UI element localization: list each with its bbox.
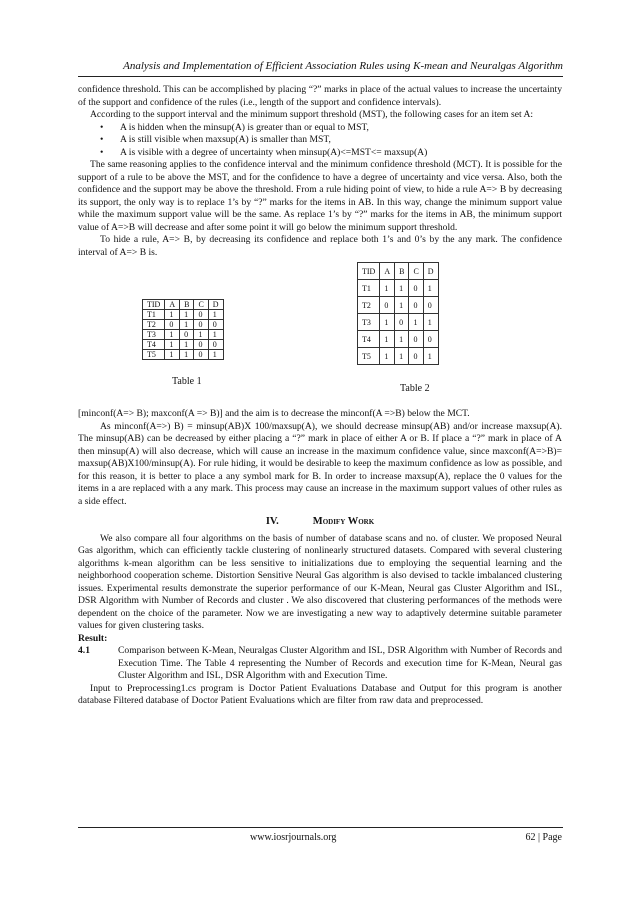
table-row	[358, 280, 439, 297]
paragraph: The same reasoning applies to the confidence interval and the minimum confidence threshold (MCT). It is possible for the support of a rule to be above the MST, and for the confidence to have a degree of uncertainty and vice versa. Also, both the confidence and the support may be above the threshold. From a rule hiding point of view, to hide a rule A=> B by decreasing its support, the only way is to replace 1’s by “?” marks for the items in AB. In this way, change the minimum support value while the maximum support value will be the same. As replace 1’s by “?” marks for the items in AB, the minimum support value of A=>B will decrease and after some point it will go below the minimum support threshold.	[78, 159, 562, 233]
table-cell: 1	[165, 310, 180, 320]
paragraph: To hide a rule, A=> B, by decreasing its confidence and replace both 1’s and 0’s by the any mark. The confidence interval of A=> B is.	[78, 234, 562, 258]
table-cell: T4	[143, 340, 165, 350]
paragraph: Input to Preprocessing1.cs program is Doctor Patient Evaluations Database and Output for this program is another database Filtered database of Doctor Patient Evaluations which are filter from raw data and preprocessed.	[78, 682, 562, 706]
paragraph: [minconf(A=> B); maxconf(A => B)] and the aim is to decrease the minconf(A =>B) below the MCT.	[78, 408, 470, 419]
table-cell: 1	[423, 314, 438, 331]
body-lower	[78, 408, 562, 708]
table-cell: 0	[409, 348, 423, 365]
table-cell: T5	[358, 348, 380, 365]
table-cell: 0	[409, 331, 423, 348]
table-header-row	[143, 300, 224, 310]
table-cell: 1	[208, 350, 223, 360]
table-cell: 1	[165, 330, 180, 340]
table-cell: 1	[180, 340, 194, 350]
table-cell: 1	[409, 314, 423, 331]
table-cell: 0	[423, 331, 438, 348]
table-row	[358, 348, 439, 365]
result-item-text: Comparison between K-Mean, Neuralgas Cluster Algorithm and ISL, DSR Algorithm with Number of Records and Execution Time. The Table 4 representing the Number of Records and execution time for K-Mean, Neural gas Cluster Algorithm and ISL, DSR Algorithm with and Execution Time.	[118, 645, 562, 681]
table-cell: 0	[423, 297, 438, 314]
table-cell: 1	[395, 280, 409, 297]
paragraph: We also compare all four algorithms on the basis of number of database scans and no. of cluster. We proposed Neural Gas algorithm, which can efficiently tackle clustering of nonlinearly structured datasets. Compared with several clustering algorithms k-mean algorithm can be less sensitive to initializations due to employing the sequential learning and the neighborhood cooperation scheme. Distortion Sensitive Neural Gas algorithm is also devised to tackle imbalanced clustering issues. Experimental results demonstrate the superior performance of our K-Mean, Neural gas Cluster Algorithm and ISL, DSR Algorithm with Number of Records and cluster . We also discovered that clustering performances of the methods were dependent on the choice of the parameter. Now we are investigating a new way to adaptively determine suitable parameter values for given clustering tasks.	[78, 532, 562, 631]
table-cell: 0	[395, 314, 409, 331]
list-item	[78, 134, 562, 147]
table-1	[142, 299, 224, 360]
bullet-icon: •	[100, 121, 104, 133]
table-cell: 0	[409, 297, 423, 314]
list-item-text: A is hidden when the minsup(A) is greater than or equal to MST,	[120, 121, 369, 133]
table-cell: 1	[165, 340, 180, 350]
footer-url: www.iosrjournals.org	[250, 832, 337, 843]
result-item-number: 4.1	[78, 645, 90, 656]
table-cell: 1	[380, 348, 395, 365]
table-2-caption: Table 2	[400, 383, 430, 394]
body-upper	[78, 84, 562, 259]
table-row	[358, 314, 439, 331]
table-cell: T3	[143, 330, 165, 340]
table-cell: 0	[194, 320, 208, 330]
table-cell: 1	[423, 348, 438, 365]
table-cell: 1	[180, 350, 194, 360]
table-1-caption: Table 1	[172, 376, 202, 387]
table-cell: 1	[194, 330, 208, 340]
table-cell: 0	[194, 310, 208, 320]
table-header-cell: TID	[358, 263, 380, 280]
header-rule	[78, 76, 563, 77]
table-cell: 1	[380, 314, 395, 331]
table-header-cell: A	[165, 300, 180, 310]
table-cell: T4	[358, 331, 380, 348]
table-cell: 0	[380, 297, 395, 314]
table-cell: 1	[395, 331, 409, 348]
table-cell: 1	[208, 310, 223, 320]
table-header-cell: D	[423, 263, 438, 280]
table-cell: T3	[358, 314, 380, 331]
table-header-cell: D	[208, 300, 223, 310]
table-header-row	[358, 263, 439, 280]
section-title: Modify Work	[312, 516, 375, 527]
list-item	[78, 122, 562, 135]
table-row	[143, 340, 224, 350]
table-cell: 0	[208, 320, 223, 330]
table-header-cell: C	[194, 300, 208, 310]
table-row	[358, 297, 439, 314]
table-cell: 1	[423, 280, 438, 297]
table-row	[143, 350, 224, 360]
table-cell: 1	[380, 280, 395, 297]
table-cell: 1	[395, 348, 409, 365]
list-item	[78, 147, 562, 160]
paragraph: As minconf(A=>) B) = minsup(AB)X 100/maxsup(A), we should decrease minsup(AB) and/or increase maxsup(A). The minsup(AB) can be decreased by either placing a “?” mark in place of either A or B. If place a “?” mark in place of A then minsup(A) will also decrease, which will cause an increase in the maximum confidence value, since maxconf(A=>B)= maxsup(AB)X100/minsup(A). For rule hiding, it would be desirable to keep the maximum confidence as low as possible, and for this reason, it is better to place a any symbol mark for B. In order to increase maxsup(A), replace the 0 values for the items in a are replaced with a any mark. This process may cause an increase in the maximum support values of other rules as a side effect.	[78, 420, 562, 507]
table-row	[143, 320, 224, 330]
table-2	[357, 262, 439, 365]
table-cell: T5	[143, 350, 165, 360]
table-cell: T1	[143, 310, 165, 320]
result-item	[78, 645, 562, 683]
table-row	[143, 310, 224, 320]
footer-rule	[78, 827, 563, 828]
bullet-icon: •	[100, 134, 104, 145]
table-cell: 0	[165, 320, 180, 330]
paragraph: According to the support interval and the minimum support threshold (MST), the following cases for an item set A:	[90, 109, 534, 120]
paragraph: confidence threshold. This can be accomplished by placing “?” marks in place of the actual values to increase the uncertainty of the support and confidence of the rules (i.e., length of the support and confidence intervals).	[78, 84, 562, 108]
table-cell: 1	[395, 297, 409, 314]
table-cell: 1	[180, 320, 194, 330]
table-cell: 0	[194, 350, 208, 360]
table-cell: T1	[358, 280, 380, 297]
table-cell: 0	[194, 340, 208, 350]
table-cell: T2	[143, 320, 165, 330]
section-heading	[78, 516, 562, 529]
table-cell: 0	[409, 280, 423, 297]
table-cell: 1	[208, 330, 223, 340]
table-cell: 1	[180, 310, 194, 320]
list-item-text: A is visible with a degree of uncertainty when minsup(A)<=MST<= maxsup(A)	[120, 146, 428, 158]
table-header-cell: TID	[143, 300, 165, 310]
table-cell: 1	[380, 331, 395, 348]
table-cell: 0	[208, 340, 223, 350]
bullet-list	[78, 122, 562, 160]
table-header-cell: B	[395, 263, 409, 280]
table-header-cell: B	[180, 300, 194, 310]
table-header-cell: C	[409, 263, 423, 280]
bullet-icon: •	[100, 146, 104, 158]
result-heading: Result:	[78, 632, 108, 644]
running-title: Analysis and Implementation of Efficient Association Rules using K-mean and Neuralgas Algorithm	[123, 60, 563, 72]
table-cell: 1	[165, 350, 180, 360]
table-cell: T2	[358, 297, 380, 314]
table-row	[143, 330, 224, 340]
table-header-cell: A	[380, 263, 395, 280]
list-item-text: A is still visible when maxsup(A) is smaller than MST,	[120, 134, 331, 145]
table-row	[358, 331, 439, 348]
table-cell: 0	[180, 330, 194, 340]
page-number: 62 | Page	[525, 832, 562, 843]
section-number: IV.	[265, 516, 279, 527]
